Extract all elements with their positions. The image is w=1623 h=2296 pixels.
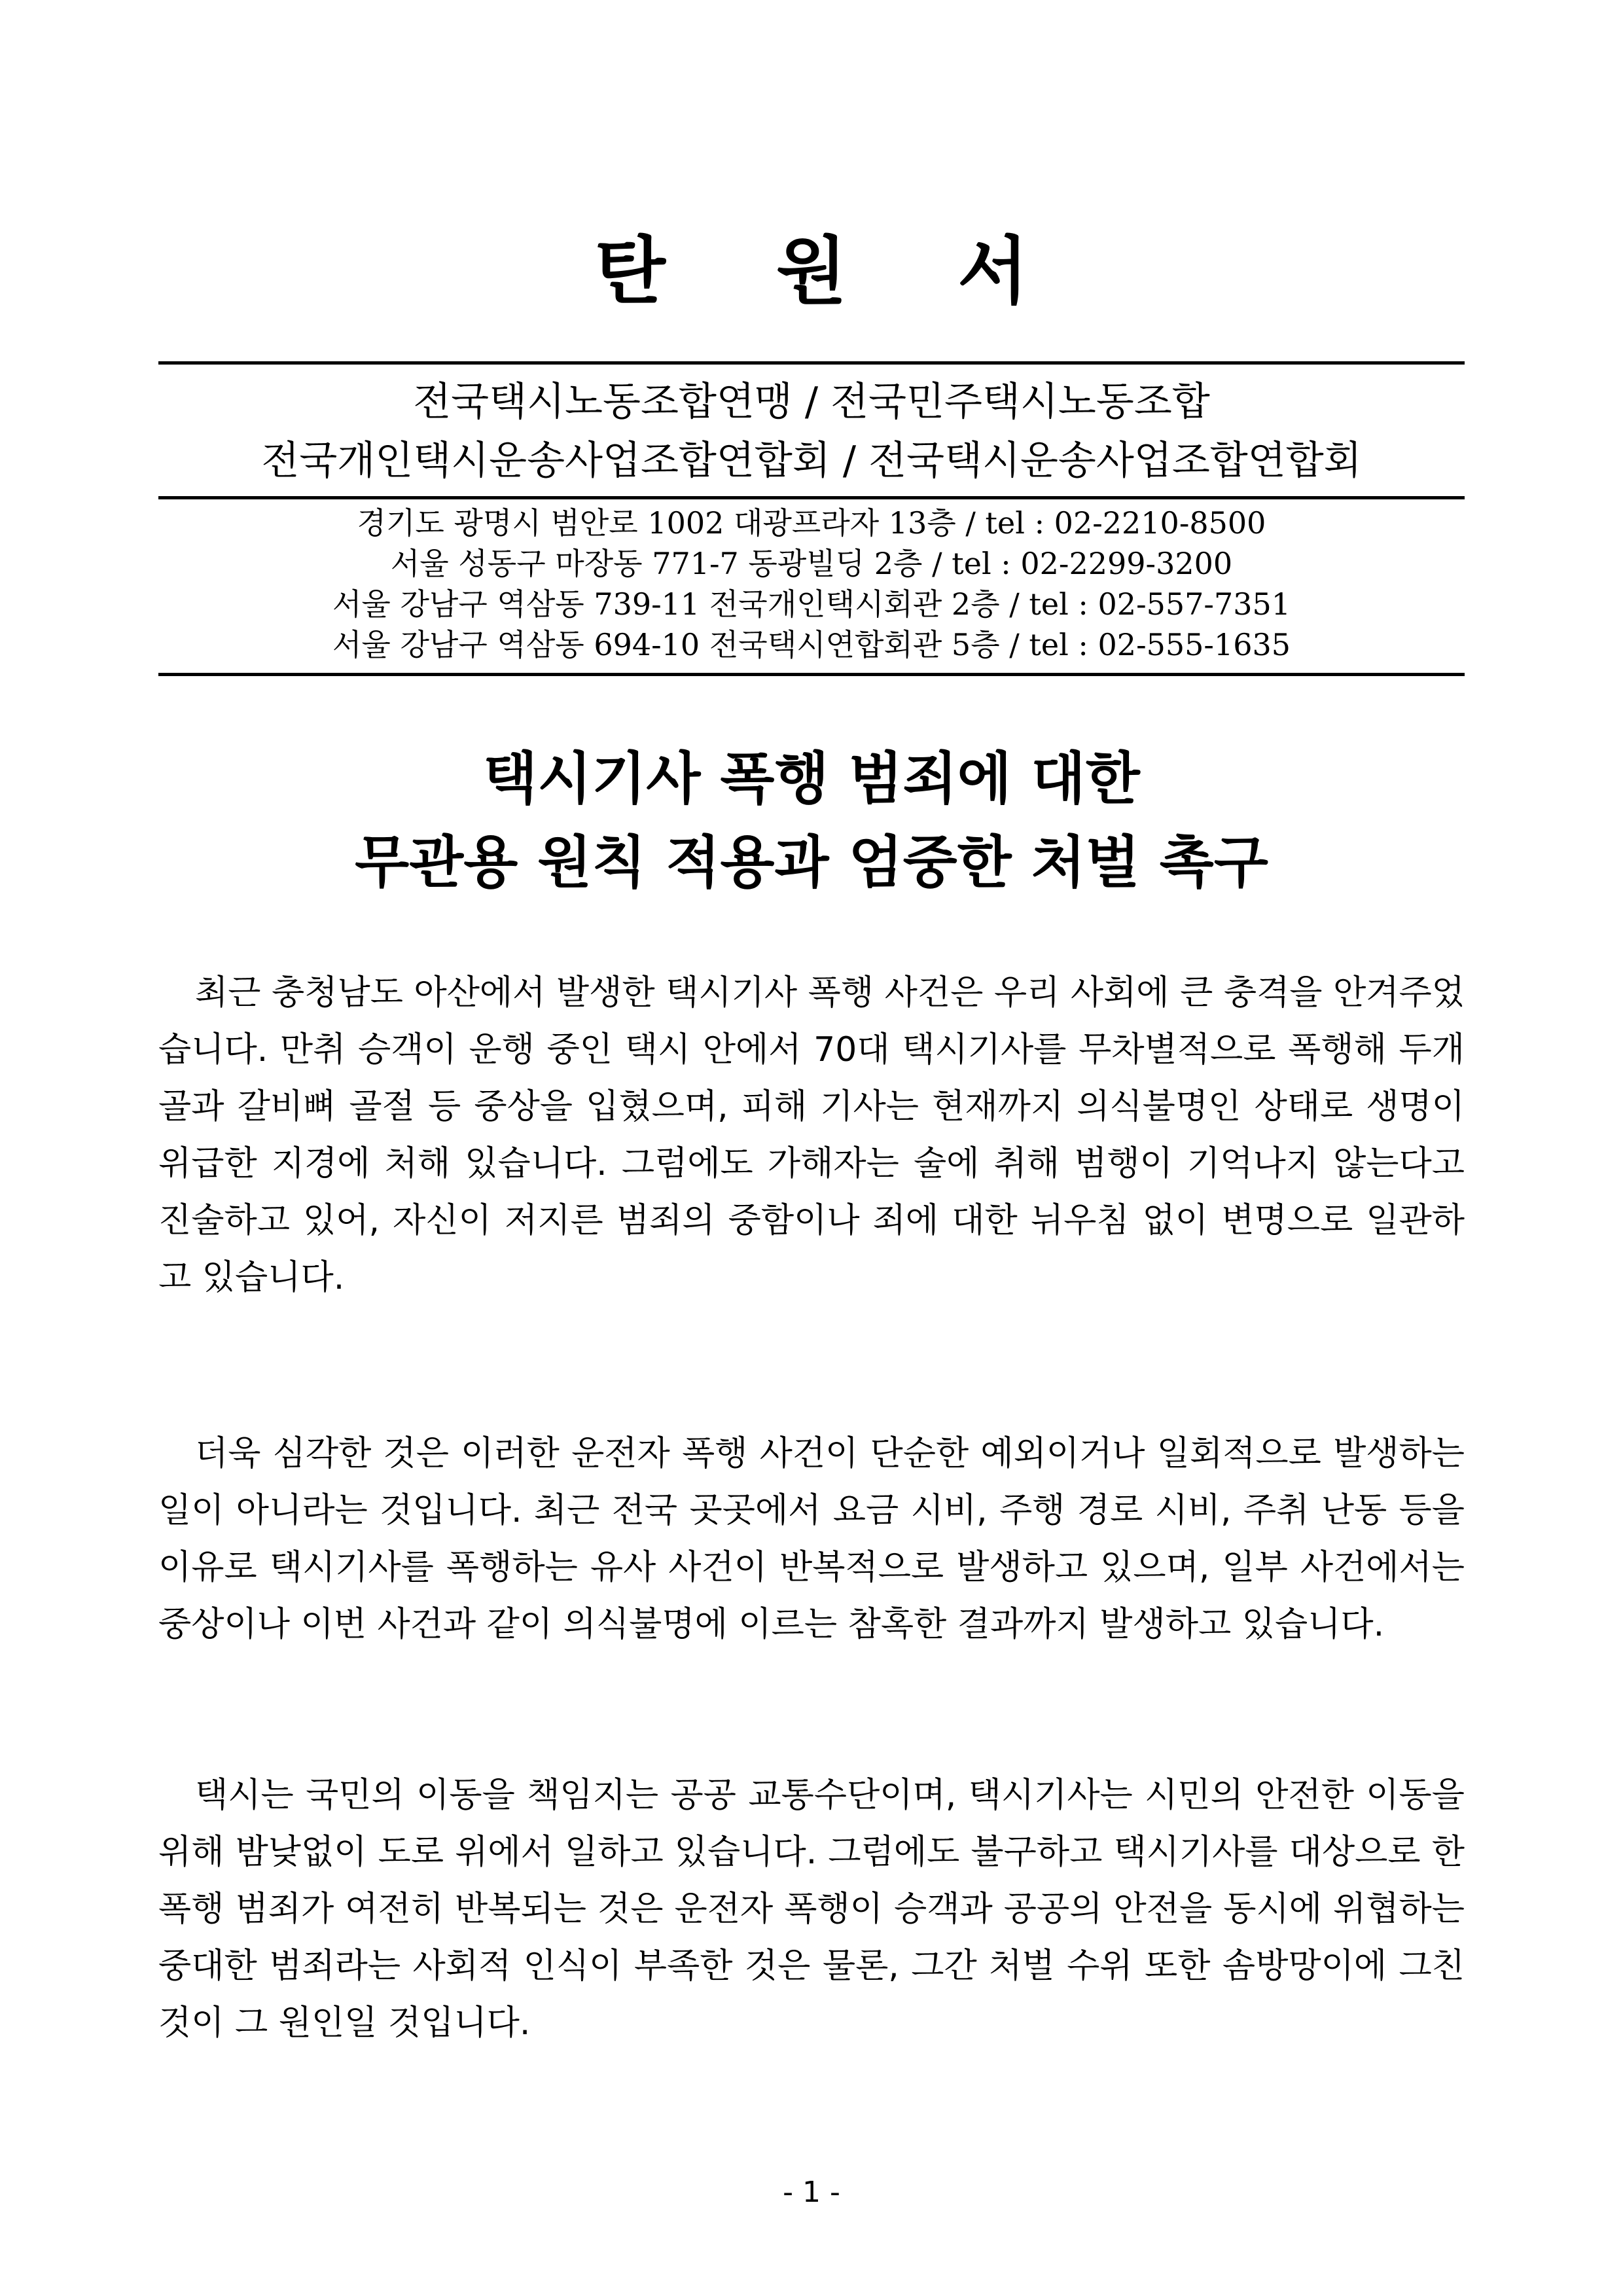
body-paragraph-3 <box>158 1767 1465 2052</box>
address-line-4: 서울 강남구 역삼동 694-10 전국택시연합회관 5층 / tel : 02-555-1635 <box>332 627 1291 662</box>
header-middle-rule <box>158 496 1465 499</box>
header-top-rule <box>158 361 1465 365</box>
address-line-3: 서울 강남구 역삼동 739-11 전국개인택시회관 2층 / tel : 02-557-7351 <box>332 586 1291 622</box>
document-title: 탄 원 서 <box>594 229 1029 314</box>
address-line-1: 경기도 광명시 범안로 1002 대광프라자 13층 / tel : 02-2210-8500 <box>357 505 1266 541</box>
organization-line-1: 전국택시노동조합연맹 / 전국민주택시노동조합 <box>413 379 1210 425</box>
address-line-2: 서울 성동구 마장동 771-7 동광빌딩 2층 / tel : 02-2299-3200 <box>390 546 1233 581</box>
subject-line-1: 택시기사 폭행 범죄에 대한 <box>483 746 1140 812</box>
header-bottom-rule <box>158 673 1465 676</box>
page-number: - 1 - <box>783 2176 840 2209</box>
body-paragraph-1-text: 최근 충청남도 아산에서 발생한 택시기사 폭행 사건은 우리 사회에 큰 충격을 안겨주었습니다. 만취 승객이 운행 중인 택시 안에서 70대 택시기사를 무차별적으로 폭행해 두개골과 갈비뼈 골절 등 중상을 입혔으며, 피해 기사는 현재까지 의식불명인 상태로 생명이 위급한 지경에 처해 있습니다. 그럼에도 가해자는 술에 취해 범행이 기억나지 않는다고 진술하고 있어, 자신이 저지른 범죄의 중함이나 죄에 대한 뉘우침 없이 변명으로 일관하고 있습니다. <box>158 973 1465 1297</box>
body-paragraph-3-text: 택시는 국민의 이동을 책임지는 공공 교통수단이며, 택시기사는 시민의 안전한 이동을 위해 밤낮없이 도로 위에서 일하고 있습니다. 그럼에도 불구하고 택시기사를 대상으로 한 폭행 범죄가 여전히 반복되는 것은 운전자 폭행이 승객과 공공의 안전을 동시에 위협하는 중대한 범죄라는 사회적 인식이 부족한 것은 물론, 그간 처벌 수위 또한 솜방망이에 그친 것이 그 원인일 것입니다. <box>158 1776 1465 2043</box>
body-paragraph-1 <box>158 965 1465 1306</box>
body-paragraph-2 <box>158 1426 1465 1653</box>
subject-line-2: 무관용 원칙 적용과 엄중한 처벌 촉구 <box>355 830 1268 895</box>
body-paragraph-2-text: 더욱 심각한 것은 이러한 운전자 폭행 사건이 단순한 예외이거나 일회적으로 발생하는 일이 아니라는 것입니다. 최근 전국 곳곳에서 요금 시비, 주행 경로 시비, 주취 난동 등을 이유로 택시기사를 폭행하는 유사 사건이 반복적으로 발생하고 있으며, 일부 사건에서는 중상이나 이번 사건과 같이 의식불명에 이르는 참혹한 결과까지 발생하고 있습니다. <box>158 1434 1465 1644</box>
organization-line-2: 전국개인택시운송사업조합연합회 / 전국택시운송사업조합연합회 <box>261 438 1362 484</box>
